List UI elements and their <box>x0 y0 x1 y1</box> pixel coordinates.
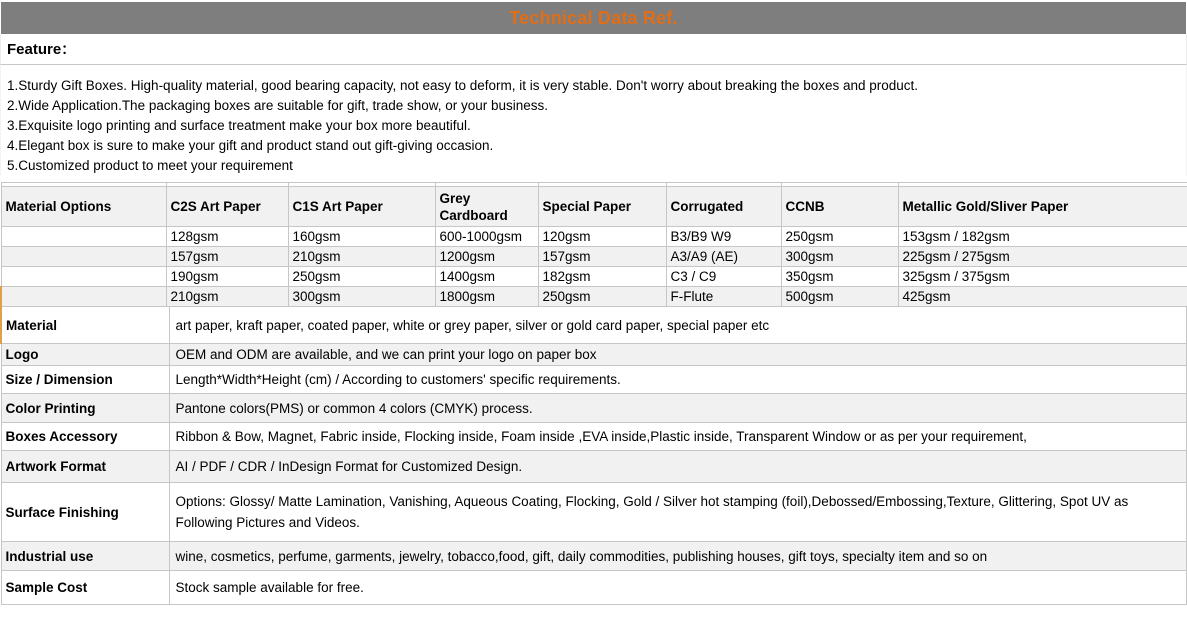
materials-cell: 160gsm <box>288 227 435 247</box>
materials-header-cell: CCNB <box>781 187 898 227</box>
materials-cell: 190gsm <box>166 267 288 287</box>
materials-cell: 300gsm <box>781 247 898 267</box>
spec-label: Boxes Accessory <box>1 423 169 451</box>
materials-cell: 250gsm <box>538 287 666 307</box>
materials-cell: B3/B9 W9 <box>666 227 781 247</box>
materials-cell: C3 / C9 <box>666 267 781 287</box>
table-row <box>1 394 1187 423</box>
materials-cell: 120gsm <box>538 227 666 247</box>
materials-cell <box>1 267 166 287</box>
feature-item: 2.Wide Application.The packaging boxes are suitable for gift, trade show, or your business. <box>7 98 549 113</box>
spec-value: Stock sample available for free. <box>169 571 1187 605</box>
materials-cell: 300gsm <box>288 287 435 307</box>
table-row <box>1 287 1187 307</box>
materials-cell: 250gsm <box>781 227 898 247</box>
table-row <box>1 542 1187 571</box>
materials-header-cell: C2S Art Paper <box>166 187 288 227</box>
materials-cell: A3/A9 (AE) <box>666 247 781 267</box>
spec-value: AI / PDF / CDR / InDesign Format for Customized Design. <box>169 451 1187 483</box>
spec-value: OEM and ODM are available, and we can print your logo on paper box <box>169 344 1187 366</box>
materials-cell: 350gsm <box>781 267 898 287</box>
materials-cell <box>1 247 166 267</box>
materials-header-cell: Material Options <box>1 187 166 227</box>
spec-label: Surface Finishing <box>1 483 169 542</box>
table-row <box>1 451 1187 483</box>
materials-cell: 225gsm / 275gsm <box>898 247 1187 267</box>
table-row <box>1 344 1187 366</box>
materials-cell: 425gsm <box>898 287 1187 307</box>
materials-cell: 128gsm <box>166 227 288 247</box>
title-bar <box>1 2 1186 34</box>
spec-label: Material <box>1 307 169 344</box>
materials-cell <box>1 227 166 247</box>
materials-cell: F-Flute <box>666 287 781 307</box>
materials-header-row <box>1 187 1187 227</box>
feature-item: 3.Exquisite logo printing and surface treatment make your box more beautiful. <box>7 118 471 133</box>
feature-item: 4.Elegant box is sure to make your gift and product stand out gift-giving occasion. <box>7 138 494 153</box>
spec-label: Artwork Format <box>1 451 169 483</box>
spec-value: wine, cosmetics, perfume, garments, jewelry, tobacco,food, gift, daily commodities, publishing houses, gift toys, specialty item and so on <box>169 542 1187 571</box>
feature-list <box>0 65 1187 176</box>
materials-cell: 1200gsm <box>435 247 538 267</box>
materials-header-cell: Corrugated <box>666 187 781 227</box>
materials-cell: 1400gsm <box>435 267 538 287</box>
materials-header-cell: C1S Art Paper <box>288 187 435 227</box>
spec-value: Ribbon & Bow, Magnet, Fabric inside, Flocking inside, Foam inside ,EVA inside,Plastic inside, Transparent Window or as per your requirement, <box>169 423 1187 451</box>
table-row <box>1 483 1187 542</box>
materials-cell: 500gsm <box>781 287 898 307</box>
table-row <box>1 571 1187 605</box>
feature-item: 5.Customized product to meet your requirement <box>7 158 293 173</box>
materials-header-cell: Special Paper <box>538 187 666 227</box>
table-row <box>1 423 1187 451</box>
materials-cell: 325gsm / 375gsm <box>898 267 1187 287</box>
table-row <box>1 366 1187 394</box>
materials-cell: 210gsm <box>166 287 288 307</box>
spec-label: Color Printing <box>1 394 169 423</box>
materials-header-cell: Grey Cardboard <box>435 187 538 227</box>
spec-label: Sample Cost <box>1 571 169 605</box>
materials-cell: 1800gsm <box>435 287 538 307</box>
table-row <box>1 307 1187 344</box>
materials-cell <box>1 287 166 307</box>
table-row <box>1 267 1187 287</box>
materials-cell: 250gsm <box>288 267 435 287</box>
table-row <box>1 247 1187 267</box>
materials-header-cell: Metallic Gold/Sliver Paper <box>898 187 1187 227</box>
spec-value: Length*Width*Height (cm) / According to customers' specific requirements. <box>169 366 1187 394</box>
spec-value: art paper, kraft paper, coated paper, white or grey paper, silver or gold card paper, special paper etc <box>169 307 1187 344</box>
spec-value: Options: Glossy/ Matte Lamination, Vanishing, Aqueous Coating, Flocking, Gold / Silver hot stamping (foil),Debossed/Embossing,Texture, Glittering, Spot UV as Following Pictures and Videos. <box>169 483 1187 542</box>
feature-item: 1.Sturdy Gift Boxes. High-quality material, good bearing capacity, not easy to deform, it is very stable. Don't worry about breaking the boxes and product. <box>7 78 919 93</box>
spec-table <box>0 306 1187 605</box>
spec-label: Industrial use <box>1 542 169 571</box>
materials-cell: 157gsm <box>538 247 666 267</box>
spec-label: Size / Dimension <box>1 366 169 394</box>
materials-cell: 182gsm <box>538 267 666 287</box>
table-row <box>1 227 1187 247</box>
materials-cell: 153gsm / 182gsm <box>898 227 1187 247</box>
spec-value: Pantone colors(PMS) or common 4 colors (CMYK) process. <box>169 394 1187 423</box>
materials-table <box>0 182 1187 307</box>
materials-cell: 600-1000gsm <box>435 227 538 247</box>
feature-heading: Feature： <box>0 34 1187 65</box>
materials-cell: 157gsm <box>166 247 288 267</box>
spec-label: Logo <box>1 344 169 366</box>
materials-cell: 210gsm <box>288 247 435 267</box>
page-title: Technical Data Ref. <box>509 7 678 28</box>
